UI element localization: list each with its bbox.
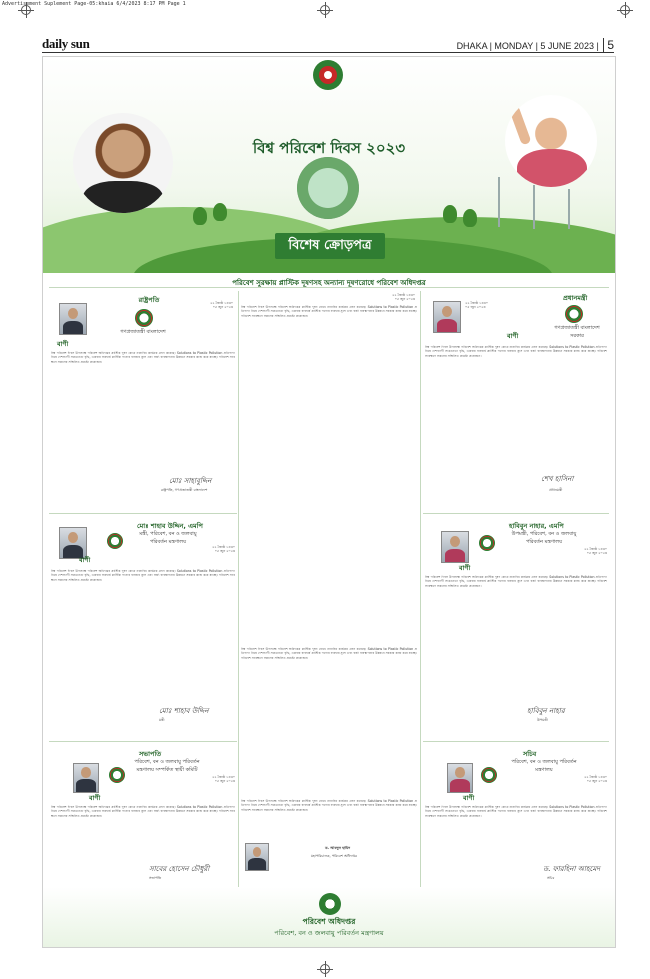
message-role: পরিবেশ, বন ও জলবায়ু পরিবর্তন মন্ত্রণালয় সম্পর্কিত স্থায়ী কমিটি <box>134 759 200 773</box>
tree-decoration <box>213 203 227 221</box>
photo-president <box>59 303 87 335</box>
message-role: উপমন্ত্রী, পরিবেশ, বন ও জলবায়ু পরিবর্তন মন্ত্রণালয় <box>511 531 577 545</box>
article-body: বিশ্ব পরিবেশ দিবস উপলক্ষে পরিবেশ অধিদপ্তর প্লাস্টিক দূষণ রোধে নানাবিধ কার্যক্রম গ্রহণ করেছে। Solutions to Plastic Pollution প্রতিপাদ্য নিয়ে দেশব্যাপী সচেতনতা বৃদ্ধি, একবার ব্যবহার্য প্লাস্টিক পণ্যের ব্যবহার হ্রাস এবং বর্জ্য ব্যবস্থাপনার উন্নয়নে সরকার কাজ করে যাচ্ছে। পরিবেশ সংরক্ষণে সকলের সম্মিলিত প্রচেষ্টা প্রয়োজন। <box>241 305 417 318</box>
special-supplement-ribbon <box>275 233 385 259</box>
signature: মোঃ শাহাব উদ্দিন <box>159 707 209 715</box>
masthead <box>42 38 614 53</box>
signature: সাবের হোসেন চৌধুরী <box>149 865 210 873</box>
message-date: ২২ জ্যৈষ্ঠ ১৪৩০ ০৫ জুন ২০২৩ <box>212 545 235 554</box>
government-emblem <box>309 57 347 97</box>
message-date: ২২ জ্যৈষ্ঠ ১৪৩০ ০৫ জুন ২০২৩ <box>584 775 607 784</box>
photo-prime-minister <box>433 301 461 333</box>
message-minister <box>49 517 237 737</box>
signature: ড. ফারহিনা আহমেদ <box>543 865 600 873</box>
divider <box>49 513 237 514</box>
seal-icon <box>107 533 123 549</box>
message-body: বিশ্ব পরিবেশ দিবস উপলক্ষে পরিবেশ অধিদপ্তর প্লাস্টিক দূষণ রোধে নানাবিধ কার্যক্রম গ্রহণ করেছে। Solutions to Plastic Pollution প্রতিপাদ্য নিয়ে দেশব্যাপী সচেতনতা বৃদ্ধি, একবার ব্যবহার্য প্লাস্টিক পণ্যের ব্যবহার হ্রাস এবং বর্জ্য ব্যবস্থাপনার উন্নয়নে সরকার কাজ করে যাচ্ছে। পরিবেশ সংরক্ষণে সকলের সম্মিলিত প্রচেষ্টা প্রয়োজন। <box>51 569 235 582</box>
message-date: ২২ জ্যৈষ্ঠ ১৪৩০ ০৫ জুন ২০২৩ <box>212 775 235 784</box>
message-heading: বাণী <box>79 556 91 564</box>
globe-icon <box>297 157 359 219</box>
message-title: সচিব <box>523 750 537 758</box>
signature-role: মন্ত্রী <box>159 718 165 722</box>
wind-turbine <box>568 189 570 229</box>
column-rule <box>420 291 421 887</box>
message-date: ২২ জ্যৈষ্ঠ ১৪৩০ ০৫ জুন ২০২৩ <box>465 301 488 310</box>
message-title: সভাপতি <box>139 750 162 758</box>
message-heading: বাণী <box>459 564 471 572</box>
message-heading: বাণী <box>507 332 519 340</box>
photo-deputy-minister <box>441 531 469 563</box>
message-role: গণপ্রজাতন্ত্রী বাংলাদেশ সরকার <box>554 325 600 339</box>
department-logo-icon <box>319 893 341 915</box>
message-body: বিশ্ব পরিবেশ দিবস উপলক্ষে পরিবেশ অধিদপ্তর প্লাস্টিক দূষণ রোধে নানাবিধ কার্যক্রম গ্রহণ করেছে। Solutions to Plastic Pollution প্রতিপাদ্য নিয়ে দেশব্যাপী সচেতনতা বৃদ্ধি, একবার ব্যবহার্য প্লাস্টিক পণ্যের ব্যবহার হ্রাস এবং বর্জ্য ব্যবস্থাপনার উন্নয়নে সরকার কাজ করে যাচ্ছে। পরিবেশ সংরক্ষণে সকলের সম্মিলিত প্রচেষ্টা প্রয়োজন। <box>425 345 607 358</box>
message-prime-minister <box>423 291 609 509</box>
message-body: বিশ্ব পরিবেশ দিবস উপলক্ষে পরিবেশ অধিদপ্তর প্লাস্টিক দূষণ রোধে নানাবিধ কার্যক্রম গ্রহণ করেছে। Solutions to Plastic Pollution প্রতিপাদ্য নিয়ে দেশব্যাপী সচেতনতা বৃদ্ধি, একবার ব্যবহার্য প্লাস্টিক পণ্যের ব্যবহার হ্রাস এবং বর্জ্য ব্যবস্থাপনার উন্নয়নে সরকার কাজ করে যাচ্ছে। পরিবেশ সংরক্ষণে সকলের সম্মিলিত প্রচেষ্টা প্রয়োজন। <box>51 805 235 818</box>
message-role: মন্ত্রী, পরিবেশ, বন ও জলবায়ু পরিবর্তন মন্ত্রণালয় <box>139 531 197 545</box>
message-heading: বাণী <box>57 340 69 348</box>
message-body: বিশ্ব পরিবেশ দিবস উপলক্ষে পরিবেশ অধিদপ্তর প্লাস্টিক দূষণ রোধে নানাবিধ কার্যক্রম গ্রহণ করেছে। Solutions to Plastic Pollution প্রতিপাদ্য নিয়ে দেশব্যাপী সচেতনতা বৃদ্ধি, একবার ব্যবহার্য প্লাস্টিক পণ্যের ব্যবহার হ্রাস এবং বর্জ্য ব্যবস্থাপনার উন্নয়নে সরকার কাজ করে যাচ্ছে। পরিবেশ সংরক্ষণে সকলের সম্মিলিত প্রচেষ্টা প্রয়োজন। <box>425 805 607 818</box>
footer-banner <box>43 887 615 947</box>
wind-turbine <box>533 185 535 229</box>
divider <box>423 741 609 742</box>
environment-day-logo <box>239 137 419 227</box>
seal-icon <box>481 767 497 783</box>
registration-mark <box>21 5 31 15</box>
dateline-text: DHAKA | MONDAY | 5 JUNE 2023 | <box>456 41 599 51</box>
message-title: প্রধানমন্ত্রী <box>563 294 588 302</box>
message-body: বিশ্ব পরিবেশ দিবস উপলক্ষে পরিবেশ অধিদপ্তর প্লাস্টিক দূষণ রোধে নানাবিধ কার্যক্রম গ্রহণ করেছে। Solutions to Plastic Pollution প্রতিপাদ্য নিয়ে দেশব্যাপী সচেতনতা বৃদ্ধি, একবার ব্যবহার্য প্লাস্টিক পণ্যের ব্যবহার হ্রাস এবং বর্জ্য ব্যবস্থাপনার উন্নয়নে সরকার কাজ করে যাচ্ছে। পরিবেশ সংরক্ষণে সকলের সম্মিলিত প্রচেষ্টা প্রয়োজন। <box>425 575 607 588</box>
message-date: ২২ জ্যৈষ্ঠ ১৪৩০ ০৫ জুন ২০২৩ <box>584 547 607 556</box>
ribbon-label: বিশেষ ক্রোড়পত্র <box>288 238 372 253</box>
message-deputy-minister <box>423 517 609 737</box>
message-title: হাবিবুন নাহার, এমপি <box>509 522 564 530</box>
message-heading: বাণী <box>89 794 101 802</box>
article-body: বিশ্ব পরিবেশ দিবস উপলক্ষে পরিবেশ অধিদপ্তর প্লাস্টিক দূষণ রোধে নানাবিধ কার্যক্রম গ্রহণ করেছে। Solutions to Plastic Pollution প্রতিপাদ্য নিয়ে দেশব্যাপী সচেতনতা বৃদ্ধি, একবার ব্যবহার্য প্লাস্টিক পণ্যের ব্যবহার হ্রাস এবং বর্জ্য ব্যবস্থাপনার উন্নয়নে সরকার কাজ করে যাচ্ছে। পরিবেশ সংরক্ষণে সকলের সম্মিলিত প্রচেষ্টা প্রয়োজন। <box>241 647 417 660</box>
signature-role: সচিব <box>547 876 555 880</box>
portrait-father-of-nation <box>73 113 173 213</box>
article-body: বিশ্ব পরিবেশ দিবস উপলক্ষে পরিবেশ অধিদপ্তর প্লাস্টিক দূষণ রোধে নানাবিধ কার্যক্রম গ্রহণ করেছে। Solutions to Plastic Pollution প্রতিপাদ্য নিয়ে দেশব্যাপী সচেতনতা বৃদ্ধি, একবার ব্যবহার্য প্লাস্টিক পণ্যের ব্যবহার হ্রাস এবং বর্জ্য ব্যবস্থাপনার উন্নয়নে সরকার কাজ করে যাচ্ছে। পরিবেশ সংরক্ষণে সকলের সম্মিলিত প্রচেষ্টা প্রয়োজন। <box>241 799 417 812</box>
seal-icon <box>565 305 583 323</box>
message-heading: বাণী <box>463 794 475 802</box>
message-role: পরিবেশ, বন ও জলবায়ু পরিবর্তন মন্ত্রণালয় <box>511 759 577 773</box>
author-role: মহাপরিচালক, পরিবেশ অধিদপ্তর <box>311 854 357 858</box>
message-date: ২২ জ্যৈষ্ঠ ১৪৩০ ০৫ জুন ২০২৩ <box>210 301 233 310</box>
wind-turbine <box>498 177 500 227</box>
article-date: ২২ জ্যৈষ্ঠ ১৪৩০ ০৫ জুন ২০২৩ <box>392 293 415 302</box>
divider <box>423 513 609 514</box>
department-name: পরিবেশ অধিদপ্তর <box>302 917 356 926</box>
signature: হাবিবুন নাহার <box>527 707 565 715</box>
event-title: বিশ্ব পরিবেশ দিবস ২০২৩ <box>252 139 406 157</box>
signature: মোঃ সাহাবুদ্দিন <box>169 477 212 485</box>
portrait-prime-minister <box>505 95 597 187</box>
page-number: 5 <box>603 38 614 52</box>
column-rule <box>238 291 239 887</box>
center-article <box>241 291 417 887</box>
tree-decoration <box>193 207 207 225</box>
message-role: গণপ্রজাতন্ত্রী বাংলাদেশ <box>120 329 166 335</box>
message-body: বিশ্ব পরিবেশ দিবস উপলক্ষে পরিবেশ অধিদপ্তর প্লাস্টিক দূষণ রোধে নানাবিধ কার্যক্রম গ্রহণ করেছে। Solutions to Plastic Pollution প্রতিপাদ্য নিয়ে দেশব্যাপী সচেতনতা বৃদ্ধি, একবার ব্যবহার্য প্লাস্টিক পণ্যের ব্যবহার হ্রাস এবং বর্জ্য ব্যবস্থাপনার উন্নয়নে সরকার কাজ করে যাচ্ছে। পরিবেশ সংরক্ষণে সকলের সম্মিলিত প্রচেষ্টা প্রয়োজন। <box>51 351 235 364</box>
message-president <box>49 291 237 509</box>
signature-role: উপমন্ত্রী <box>537 718 548 722</box>
signature-role: রাষ্ট্রপতি, গণপ্রজাতন্ত্রী বাংলাদেশ <box>161 488 208 492</box>
message-committee-chair <box>49 745 237 885</box>
divider <box>49 741 237 742</box>
signature: শেখ হাসিনা <box>541 475 574 483</box>
message-title: রাষ্ট্রপতি <box>138 296 160 304</box>
author-name: ড. আবদুল হামিদ <box>325 846 351 850</box>
signature-role: সভাপতি <box>149 876 162 880</box>
hero-banner <box>43 57 615 273</box>
divider <box>49 287 609 288</box>
ministry-name: পরিবেশ, বন ও জলবায়ু পরিবর্তন মন্ত্রণালয় <box>274 929 384 937</box>
tree-decoration <box>443 205 457 223</box>
photo-committee-chair <box>73 763 99 793</box>
registration-mark <box>320 964 330 974</box>
seal-icon <box>135 309 153 327</box>
seal-icon <box>479 535 495 551</box>
newspaper-brand: daily sun <box>42 36 90 51</box>
photo-secretary <box>447 763 473 793</box>
dateline <box>457 38 614 52</box>
registration-mark <box>620 5 630 15</box>
page-headline: পরিবেশ সুরক্ষায় প্লাস্টিক দূষণসহ অন্যান্য দূষণরোধে পরিবেশ অধিদপ্তর <box>232 279 426 287</box>
message-title: মোঃ শাহাব উদ্দিন, এমপি <box>137 522 203 530</box>
signature-role: প্রধানমন্ত্রী <box>549 488 563 492</box>
registration-mark <box>320 5 330 15</box>
photo-director-general <box>245 843 269 871</box>
supplement-page <box>42 56 616 948</box>
print-slug: Advertisement Suplement Page-05:khaia 6/4/2023 8:17 PM Page 1 <box>2 1 186 7</box>
seal-icon <box>109 767 125 783</box>
message-secretary <box>423 745 609 885</box>
tree-decoration <box>463 209 477 227</box>
